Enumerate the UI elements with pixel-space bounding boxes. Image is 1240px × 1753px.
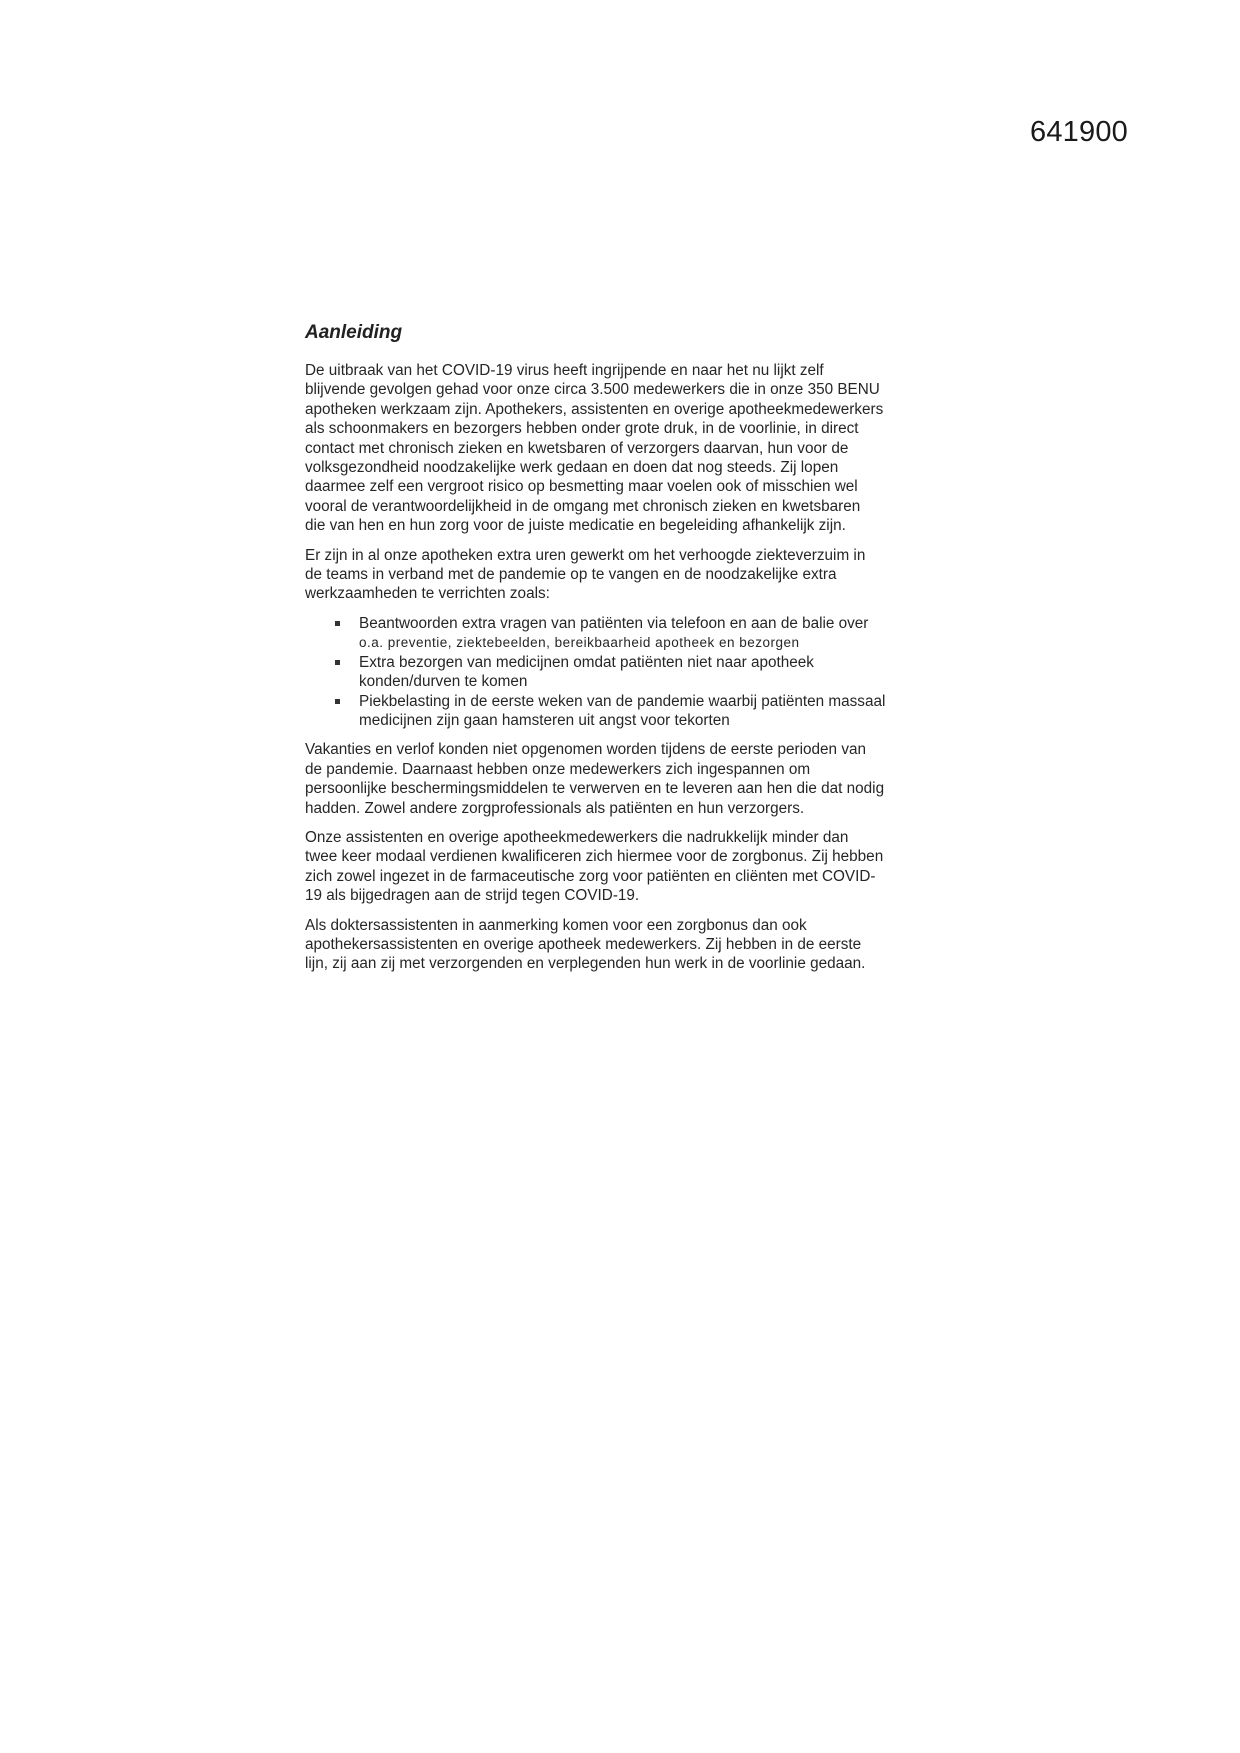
text-line: de pandemie. Daarnaast hebben onze medewerkers zich ingespannen om <box>305 760 811 778</box>
text-line: contact met chronisch zieken en kwetsbaren of verzorgers daarvan, hun voor de <box>305 439 849 457</box>
text-line: die van hen en hun zorg voor de juiste medicatie en begeleiding afhankelijk zijn. <box>305 517 846 535</box>
text-line: De uitbraak van het COVID-19 virus heeft ingrijpende en naar het nu lijkt zelf <box>305 362 824 379</box>
text-line: daarmee zelf een vergroot risico op besmetting maar voelen ook of misschien wel <box>305 478 858 496</box>
bullet-list <box>305 614 945 730</box>
paragraph-1 <box>305 361 945 536</box>
list-item <box>305 614 945 653</box>
list-item-line: Extra bezorgen van medicijnen omdat patiënten niet naar apotheek <box>359 653 814 671</box>
text-line: als schoonmakers en bezorgers hebben onder grote druk, in de voorlinie, in direct <box>305 420 859 438</box>
list-item-line: Piekbelasting in de eerste weken van de pandemie waarbij patiënten massaal <box>359 692 886 710</box>
text-line: werkzaamheden te verrichten zoals: <box>305 585 550 603</box>
bullet-square-icon <box>335 699 340 704</box>
text-line: twee keer modaal verdienen kwalificeren zich hiermee voor de zorgbonus. Zij hebben <box>305 848 884 866</box>
text-line: zich zowel ingezet in de farmaceutische zorg voor patiënten en cliënten met COVID- <box>305 867 876 885</box>
list-item <box>305 692 945 731</box>
list-item <box>305 653 945 692</box>
bullet-square-icon <box>335 621 340 626</box>
text-line: blijvende gevolgen gehad voor onze circa 3.500 medewerkers die in onze 350 BENU <box>305 381 880 399</box>
list-item-line: medicijnen zijn gaan hamsteren uit angst voor tekorten <box>359 711 730 729</box>
paragraph-4 <box>305 828 945 906</box>
document-body <box>305 322 945 984</box>
text-line: apotheken werkzaam zijn. Apothekers, assistenten en overige apotheekmedewerkers <box>305 400 884 418</box>
text-line: persoonlijke beschermingsmiddelen te verwerven en te leveren aan hen die dat nodig <box>305 780 885 798</box>
document-number: 641900 <box>1030 116 1128 148</box>
list-item-line: o.a. preventie, ziektebeelden, bereikbaarheid apotheek en bezorgen <box>359 635 800 651</box>
text-line: Er zijn in al onze apotheken extra uren gewerkt om het verhoogde ziekteverzuim in <box>305 546 866 564</box>
text-line: hadden. Zowel andere zorgprofessionals als patiënten en hun verzorgers. <box>305 799 805 817</box>
text-line: lijn, zij aan zij met verzorgenden en verplegenden hun werk in de voorlinie gedaan. <box>305 955 866 973</box>
text-line: Als doktersassistenten in aanmerking komen voor een zorgbonus dan ook <box>305 916 807 934</box>
bullet-square-icon <box>335 660 340 665</box>
list-item-line: Beantwoorden extra vragen van patiënten via telefoon en aan de balie over <box>359 614 869 632</box>
text-line: de teams in verband met de pandemie op te vangen en de noodzakelijke extra <box>305 566 837 584</box>
text-line: volksgezondheid noodzakelijke werk gedaan en doen dat nog steeds. Zij lopen <box>305 459 839 477</box>
paragraph-2 <box>305 546 945 604</box>
text-line: vooral de verantwoordelijkheid in de omgang met chronisch zieken en kwetsbaren <box>305 497 861 515</box>
list-item-line: konden/durven te komen <box>359 673 528 691</box>
paragraph-3 <box>305 740 945 818</box>
section-heading: Aanleiding <box>305 322 403 343</box>
text-line: Vakanties en verlof konden niet opgenomen worden tijdens de eerste perioden van <box>305 741 866 759</box>
paragraph-5 <box>305 916 945 974</box>
text-line: 19 als bijgedragen aan de strijd tegen COVID-19. <box>305 887 640 905</box>
text-line: apothekersassistenten en overige apotheek medewerkers. Zij hebben in de eerste <box>305 935 862 953</box>
text-line: Onze assistenten en overige apotheekmedewerkers die nadrukkelijk minder dan <box>305 828 849 846</box>
